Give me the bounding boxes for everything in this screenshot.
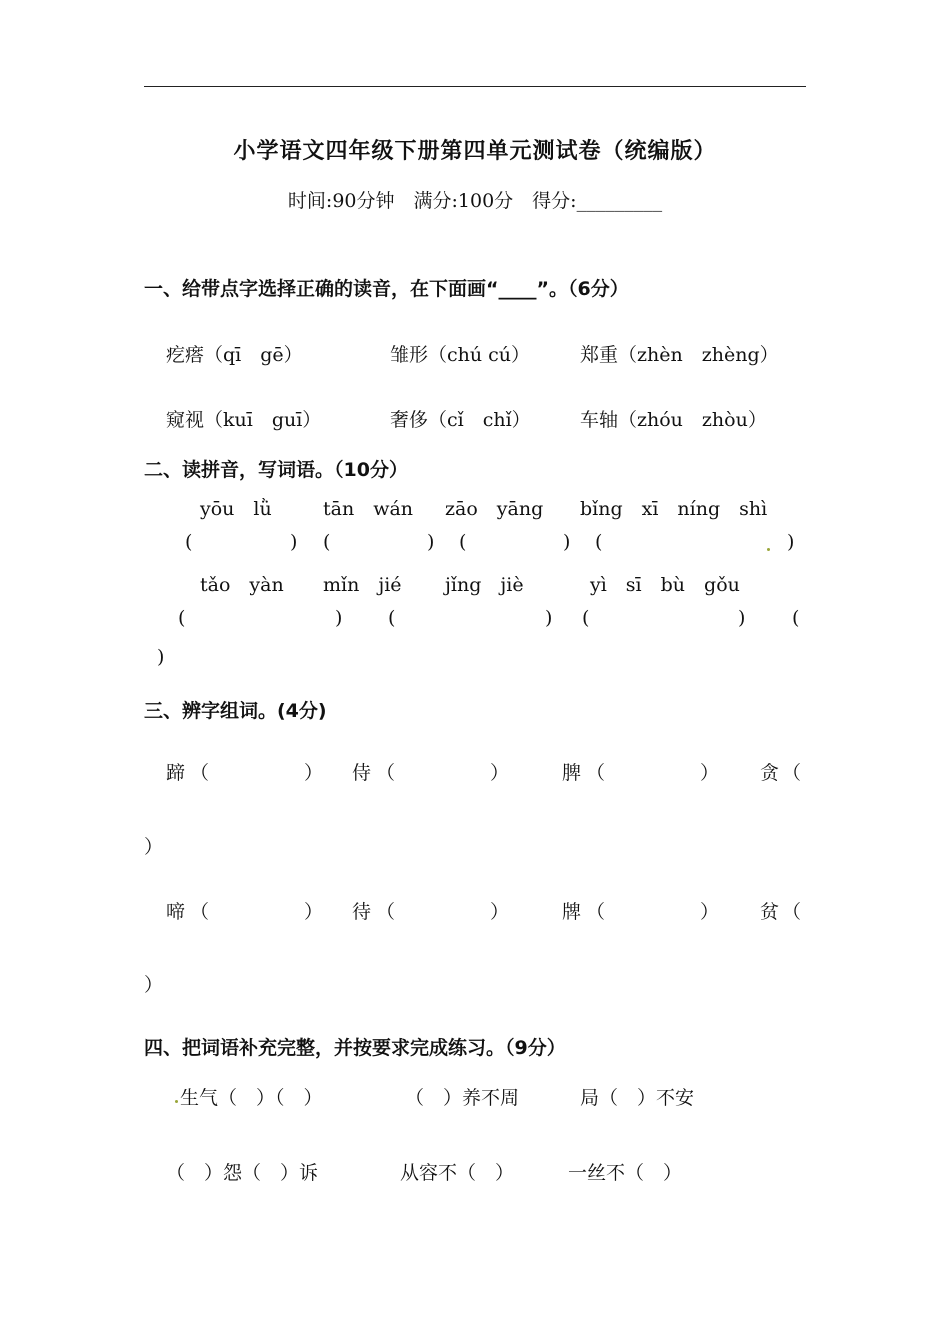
s2-paren-close-2: ) (427, 531, 435, 553)
s3-paren-1: （ ） (190, 762, 324, 784)
s2-pinyin-6: mǐn jié (323, 574, 402, 596)
section-1-heading: 一、给带点字选择正确的读音，在下面画“____”。（6分） (144, 278, 629, 300)
s2-paren-close-1: ) (290, 531, 298, 553)
s2-paren-close-3: ) (563, 531, 571, 553)
s3-char-3: 脾 (562, 762, 582, 784)
s2-pinyin-1: yōu lǜ (200, 498, 272, 520)
s3-paren-5: （ ） (190, 901, 324, 923)
s1-item-4: 窥视（kuī guī） (166, 409, 322, 431)
s2-paren-open-3: ( (459, 531, 467, 553)
s2-paren-close-4: ) (787, 531, 795, 553)
s3-char-4: 贪 (760, 762, 780, 784)
section-4-heading: 四、把词语补充完整，并按要求完成练习。（9分） (144, 1037, 566, 1059)
s1-item-2: 雏形（chú cú） (390, 344, 531, 366)
section-3-heading: 三、辨字组词。(4分) (144, 700, 327, 722)
s2-paren-open-4: ( (595, 531, 603, 553)
s3-paren-4-open: （ (782, 762, 802, 784)
s3-char-5: 啼 (166, 901, 186, 923)
s2-paren-close-5: ) (335, 607, 343, 629)
stray-dot (767, 548, 770, 551)
s3-paren-7: （ ） (586, 901, 720, 923)
s2-pinyin-5: tǎo yàn (200, 574, 284, 596)
s2-paren-open-7: ( (582, 607, 590, 629)
s3-char-6: 待 (352, 901, 372, 923)
s3-char-2: 侍 (352, 762, 372, 784)
s1-item-3: 郑重（zhèn zhèng） (580, 344, 779, 366)
s2-pinyin-2: tān wán (323, 498, 414, 520)
s3-paren-6: （ ） (376, 901, 510, 923)
s4-item-6: 一丝不（ ） (568, 1162, 683, 1184)
s3-paren-8-open: （ (782, 901, 802, 923)
s2-pinyin-7: jǐng jiè (445, 574, 524, 596)
s4-item-4: （ ）怨（ ）诉 (166, 1162, 319, 1184)
s2-paren-open-6: ( (388, 607, 396, 629)
s2-paren-open-8: ( (792, 607, 800, 629)
s3-paren-8-close: ） (144, 974, 164, 996)
top-rule (144, 86, 806, 87)
page-title: 小学语文四年级下册第四单元测试卷（统编版） (233, 138, 717, 164)
s2-paren-open-5: ( (178, 607, 186, 629)
s2-paren-open-1: ( (185, 531, 193, 553)
s3-paren-3: （ ） (586, 762, 720, 784)
s2-pinyin-3: zāo yāng (445, 498, 544, 520)
s4-item-3: 局（ ）不安 (580, 1087, 695, 1109)
stray-dot-2 (175, 1100, 178, 1103)
s4-item-1: 生气（ ）（ ） (180, 1087, 323, 1109)
s2-paren-close-7: ) (738, 607, 746, 629)
s3-paren-2: （ ） (376, 762, 510, 784)
s3-char-7: 牌 (562, 901, 582, 923)
s3-paren-4-close: ） (144, 836, 164, 858)
s4-item-5: 从容不（ ） (400, 1162, 515, 1184)
s1-item-1: 疙瘩（qī gē） (166, 344, 303, 366)
section-2-heading: 二、读拼音，写词语。（10分） (144, 459, 408, 481)
s2-paren-open-2: ( (323, 531, 331, 553)
s4-item-2: （ ）养不周 (405, 1087, 520, 1109)
exam-info: 时间:90分钟 满分:100分 得分:_________ (287, 190, 663, 212)
s2-paren-close-6: ) (545, 607, 553, 629)
s3-char-1: 蹄 (166, 762, 186, 784)
s2-pinyin-4: bǐng xī níng shì (580, 498, 768, 520)
s2-pinyin-8: yì sī bù gǒu (590, 574, 740, 596)
s2-paren-close-8: ) (157, 646, 165, 668)
s1-item-6: 车轴（zhóu zhòu） (580, 409, 767, 431)
s1-item-5: 奢侈（cǐ chǐ） (390, 409, 531, 431)
s3-char-8: 贫 (760, 901, 780, 923)
